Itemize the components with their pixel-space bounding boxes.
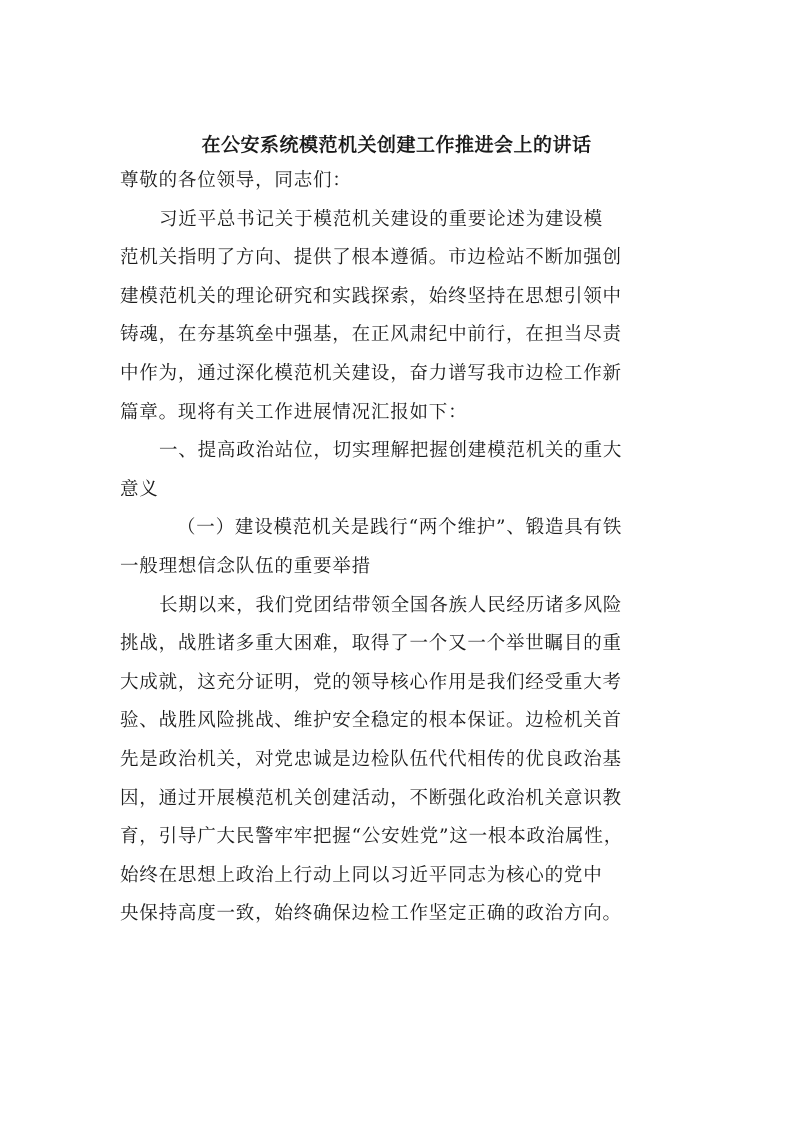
subsection-heading-line: （一）建设模范机关是践行“两个维护”、锻造具有铁 <box>177 517 623 539</box>
paragraph-line: 因，通过开展模范机关创建活动，不断强化政治机关意识教 <box>120 787 622 809</box>
paragraph-line: 长期以来，我们党团结带领全国各族人民经历诸多风险 <box>159 594 623 616</box>
section-heading-line: 一、提高政治站位，切实理解把握创建模范机关的重大 <box>159 440 623 462</box>
paragraph-line: 验、战胜风险挑战、维护安全稳定的根本保证。边检机关首 <box>120 710 622 732</box>
paragraph-line: 篇章。现将有关工作进展情况汇报如下： <box>120 401 468 423</box>
paragraph-line: 挑战，战胜诸多重大困难，取得了一个又一个举世瞩目的重 <box>120 633 622 655</box>
paragraph-line: 建模范机关的理论研究和实践探索，始终坚持在思想引领中 <box>120 285 622 307</box>
document-title: 在公安系统模范机关创建工作推进会上的讲话 <box>201 134 592 156</box>
paragraph-line: 央保持高度一致，始终确保边检工作坚定正确的政治方向。 <box>120 903 622 925</box>
paragraph-line: 先是政治机关，对党忠诚是边检队伍代代相传的优良政治基 <box>120 748 622 770</box>
subsection-heading-line: 一般理想信念队伍的重要举措 <box>120 555 371 577</box>
paragraph-line: 范机关指明了方向、提供了根本遵循。市边检站不断加强创 <box>120 247 622 269</box>
paragraph-line: 始终在思想上政治上行动上同以习近平同志为核心的党中 <box>120 864 603 886</box>
paragraph-line: 育，引导广大民警牢牢把握“公安姓党”这一根本政治属性， <box>120 826 624 848</box>
salutation-line: 尊敬的各位领导，同志们： <box>120 170 352 191</box>
paragraph-line: 习近平总书记关于模范机关建设的重要论述为建设模 <box>159 208 603 230</box>
paragraph-line: 大成就，这充分证明，党的领导核心作用是我们经受重大考 <box>120 671 622 693</box>
paragraph-line: 中作为，通过深化模范机关建设，奋力谱写我市边检工作新 <box>120 362 622 384</box>
document-body <box>120 162 676 934</box>
section-heading-line: 意义 <box>120 478 159 500</box>
paragraph-line: 铸魂，在夯基筑垒中强基，在正风肃纪中前行，在担当尽责 <box>120 324 622 346</box>
